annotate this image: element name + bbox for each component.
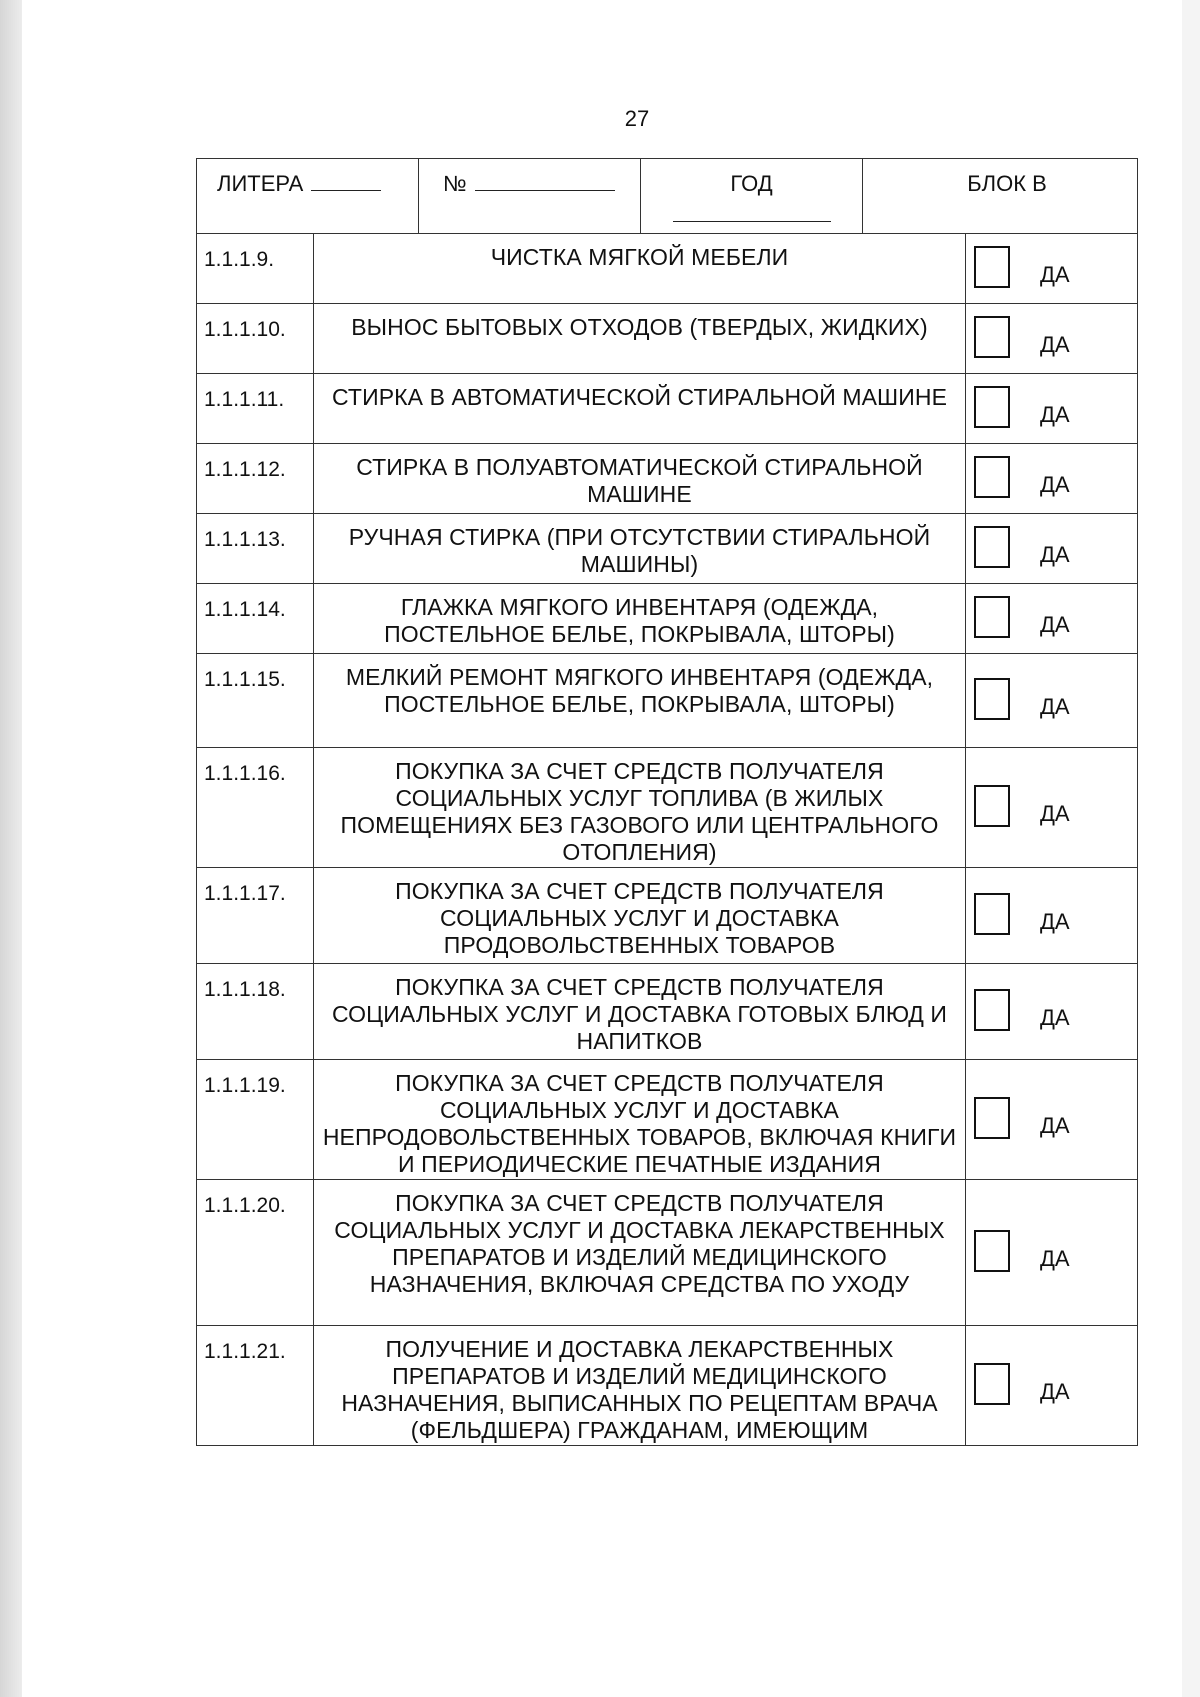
document-page [22,0,1182,1697]
yes-label: ДА [1040,262,1070,287]
checkbox[interactable] [974,386,1010,428]
yes-label: ДА [1040,1246,1070,1271]
form-header-table [196,158,1138,234]
service-description: ПОЛУЧЕНИЕ И ДОСТАВКА ЛЕКАРСТВЕННЫХ ПРЕПАРАТОВ И ИЗДЕЛИЙ МЕДИЦИНСКОГО НАЗНАЧЕНИЯ, ВЫПИСАННЫХ ПО РЕЦЕПТАМ ВРАЧА (ФЕЛЬДШЕРА) ГРАЖДАНАМ, ИМЕЮЩИМ [314,1326,966,1445]
checkbox[interactable] [974,456,1010,498]
answer-cell [966,1060,1137,1179]
yes-label: ДА [1040,694,1070,719]
answer-cell [966,964,1137,1059]
yes-label: ДА [1040,332,1070,357]
table-row [197,963,1137,1059]
year-cell [641,159,863,233]
table-row [197,1325,1137,1445]
checkbox[interactable] [974,316,1010,358]
year-blank[interactable] [673,221,831,222]
litera-cell [197,159,419,233]
checkbox[interactable] [974,678,1010,720]
item-number: 1.1.1.10. [197,304,314,373]
item-number: 1.1.1.17. [197,868,314,963]
checkbox[interactable] [974,596,1010,638]
service-description: ВЫНОС БЫТОВЫХ ОТХОДОВ (ТВЕРДЫХ, ЖИДКИХ) [314,304,966,373]
checkbox[interactable] [974,1097,1010,1139]
table-row [197,1179,1137,1325]
item-number: 1.1.1.15. [197,654,314,747]
yes-label: ДА [1040,542,1070,567]
item-number: 1.1.1.21. [197,1326,314,1445]
scan-edge [0,0,22,1697]
service-description: ЧИСТКА МЯГКОЙ МЕБЕЛИ [314,234,966,303]
table-row [197,513,1137,583]
block-cell [863,159,1137,233]
service-description: ПОКУПКА ЗА СЧЕТ СРЕДСТВ ПОЛУЧАТЕЛЯ СОЦИАЛЬНЫХ УСЛУГ И ДОСТАВКА ЛЕКАРСТВЕННЫХ ПРЕПАРАТОВ И ИЗДЕЛИЙ МЕДИЦИНСКОГО НАЗНАЧЕНИЯ, ВКЛЮЧАЯ СРЕДСТВА ПО УХОДУ [314,1180,966,1325]
answer-cell [966,444,1137,513]
litera-blank[interactable] [311,173,381,191]
answer-cell [966,868,1137,963]
service-description: СТИРКА В ПОЛУАВТОМАТИЧЕСКОЙ СТИРАЛЬНОЙ МАШИНЕ [314,444,966,513]
table-row [197,373,1137,443]
checkbox[interactable] [974,1363,1010,1405]
answer-cell [966,654,1137,747]
item-number: 1.1.1.12. [197,444,314,513]
checkbox[interactable] [974,246,1010,288]
service-description: ПОКУПКА ЗА СЧЕТ СРЕДСТВ ПОЛУЧАТЕЛЯ СОЦИАЛЬНЫХ УСЛУГ И ДОСТАВКА НЕПРОДОВОЛЬСТВЕННЫХ ТОВАРОВ, ВКЛЮЧАЯ КНИГИ И ПЕРИОДИЧЕСКИЕ ПЕЧАТНЫЕ ИЗДАНИЯ [314,1060,966,1179]
number-cell [419,159,641,233]
table-row [197,747,1137,867]
checkbox[interactable] [974,785,1010,827]
table-row [197,1059,1137,1179]
answer-cell [966,304,1137,373]
table-row [197,233,1137,303]
service-description: ГЛАЖКА МЯГКОГО ИНВЕНТАРЯ (ОДЕЖДА, ПОСТЕЛЬНОЕ БЕЛЬЕ, ПОКРЫВАЛА, ШТОРЫ) [314,584,966,653]
services-table [196,233,1138,1446]
checkbox[interactable] [974,1230,1010,1272]
service-description: ПОКУПКА ЗА СЧЕТ СРЕДСТВ ПОЛУЧАТЕЛЯ СОЦИАЛЬНЫХ УСЛУГ И ДОСТАВКА ПРОДОВОЛЬСТВЕННЫХ ТОВАРОВ [314,868,966,963]
item-number: 1.1.1.18. [197,964,314,1059]
yes-label: ДА [1040,801,1070,826]
year-label: ГОД [730,171,773,196]
service-description: РУЧНАЯ СТИРКА (ПРИ ОТСУТСТВИИ СТИРАЛЬНОЙ МАШИНЫ) [314,514,966,583]
block-label: БЛОК В [967,171,1047,196]
yes-label: ДА [1040,612,1070,637]
table-row [197,443,1137,513]
yes-label: ДА [1040,402,1070,427]
yes-label: ДА [1040,1005,1070,1030]
yes-label: ДА [1040,1379,1070,1404]
checkbox[interactable] [974,989,1010,1031]
number-blank[interactable] [475,173,615,191]
checkbox[interactable] [974,893,1010,935]
answer-cell [966,514,1137,583]
table-row [197,303,1137,373]
service-description: СТИРКА В АВТОМАТИЧЕСКОЙ СТИРАЛЬНОЙ МАШИНЕ [314,374,966,443]
table-row [197,867,1137,963]
yes-label: ДА [1040,472,1070,497]
page-number: 27 [624,106,650,131]
answer-cell [966,1326,1137,1445]
item-number: 1.1.1.14. [197,584,314,653]
item-number: 1.1.1.19. [197,1060,314,1179]
table-row [197,583,1137,653]
item-number: 1.1.1.13. [197,514,314,583]
number-label: № [443,171,467,196]
litera-label: ЛИТЕРА [217,171,304,196]
service-description: ПОКУПКА ЗА СЧЕТ СРЕДСТВ ПОЛУЧАТЕЛЯ СОЦИАЛЬНЫХ УСЛУГ ТОПЛИВА (В ЖИЛЫХ ПОМЕЩЕНИЯХ БЕЗ ГАЗОВОГО ИЛИ ЦЕНТРАЛЬНОГО ОТОПЛЕНИЯ) [314,748,966,867]
item-number: 1.1.1.11. [197,374,314,443]
item-number: 1.1.1.20. [197,1180,314,1325]
item-number: 1.1.1.16. [197,748,314,867]
service-description: ПОКУПКА ЗА СЧЕТ СРЕДСТВ ПОЛУЧАТЕЛЯ СОЦИАЛЬНЫХ УСЛУГ И ДОСТАВКА ГОТОВЫХ БЛЮД И НАПИТКОВ [314,964,966,1059]
answer-cell [966,234,1137,303]
yes-label: ДА [1040,1113,1070,1138]
answer-cell [966,748,1137,867]
answer-cell [966,1180,1137,1325]
checkbox[interactable] [974,526,1010,568]
item-number: 1.1.1.9. [197,234,314,303]
answer-cell [966,374,1137,443]
table-row [197,653,1137,747]
answer-cell [966,584,1137,653]
yes-label: ДА [1040,909,1070,934]
service-description: МЕЛКИЙ РЕМОНТ МЯГКОГО ИНВЕНТАРЯ (ОДЕЖДА, ПОСТЕЛЬНОЕ БЕЛЬЕ, ПОКРЫВАЛА, ШТОРЫ) [314,654,966,747]
